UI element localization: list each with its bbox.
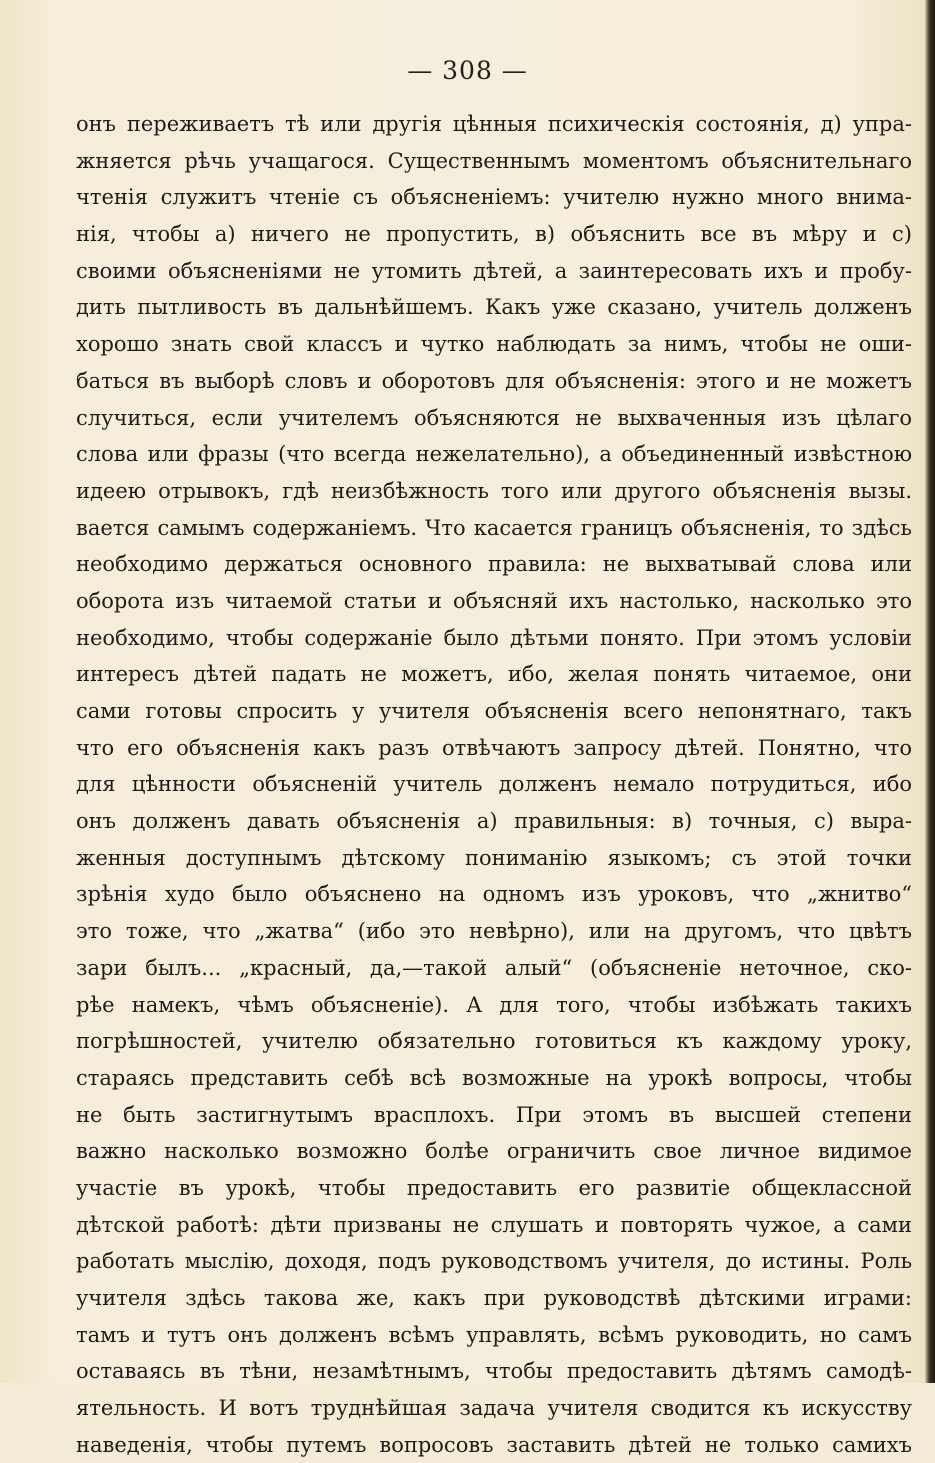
text-line: слова или фразы (что всегда нежелательно), а объединенный извѣстною — [76, 442, 912, 467]
text-line: наведенія, чтобы путемъ вопросовъ заставить дѣтей не только самихъ — [76, 1432, 912, 1457]
text-line: рѣе намекъ, чѣмъ объясненіе). А для того, чтобы избѣжать такихъ — [76, 992, 912, 1017]
text-line: необходимо, чтобы содержаніе было дѣтьми понято. При этомъ условіи — [76, 625, 912, 650]
text-line: случиться, если учителемъ объясняются не выхваченныя изъ цѣлаго — [76, 405, 912, 430]
text-line: не быть застигнутымъ врасплохъ. При этомъ въ высшей степени — [76, 1102, 912, 1127]
text-line: учителя здѣсь такова же, какъ при руководствѣ дѣтскими играми: — [76, 1286, 912, 1310]
text-line: баться въ выборѣ словъ и оборотовъ для объясненія: этого и не можетъ — [76, 368, 912, 393]
text-line: идеею отрывокъ, гдѣ неизбѣжность того или другого объясненія вызы. — [76, 478, 912, 503]
text-line: интересъ дѣтей падать не можетъ, ибо, желая понять читаемое, они — [76, 662, 912, 687]
text-line: вается самымъ содержаніемъ. Что касается границъ объясненія, то здѣсь — [76, 515, 912, 540]
text-line: стараясь представить себѣ всѣ возможные на урокѣ вопросы, чтобы — [76, 1065, 912, 1090]
page-number: — 308 — — [407, 56, 528, 85]
text-line: необходимо держаться основного правила: не выхватывай слова или — [76, 552, 912, 577]
text-line: оставаясь въ тѣни, незамѣтнымъ, чтобы предоставить дѣтямъ самодѣ- — [76, 1359, 912, 1384]
text-line: дѣтской работѣ: дѣти призваны не слушать и повторять чужое, а сами — [76, 1212, 912, 1237]
text-line: женныя доступнымъ дѣтскому пониманію языкомъ; съ этой точки — [76, 845, 912, 870]
text-line: погрѣшностей, учителю обязательно готовиться къ каждому уроку, — [76, 1029, 912, 1054]
text-line: зрѣнія худо было объяснено на одномъ изъ уроковъ, что „жнитво“ — [76, 882, 912, 907]
text-line: жняется рѣчь учащагося. Существеннымъ моментомъ объяснительнаго — [76, 148, 912, 173]
body-text — [76, 106, 912, 1463]
text-line: это тоже, что „жатва“ (ибо это невѣрно), или на другомъ, что цвѣтъ — [76, 919, 912, 944]
text-line: своими объясненіями не утомить дѣтей, а заинтересовать ихъ и пробу- — [76, 258, 912, 283]
text-line: оборота изъ читаемой статьи и объясняй ихъ настолько, насколько это — [76, 588, 912, 613]
text-line: дить пытливость въ дальнѣйшемъ. Какъ уже сказано, учитель долженъ — [76, 295, 912, 320]
text-line: ятельность. И вотъ труднѣйшая задача учителя сводится къ искусству — [76, 1396, 912, 1421]
text-line: для цѣнности объясненій учитель долженъ немало потрудиться, ибо — [76, 772, 912, 797]
page-edge-shadow — [925, 0, 935, 1383]
text-line: чтенія служитъ чтеніе съ объясненіемъ: учителю нужно много внима- — [76, 185, 912, 210]
text-line: онъ переживаетъ тѣ или другія цѣнныя психическія состоянія, д) упра- — [76, 112, 912, 136]
text-line: онъ долженъ давать объясненія а) правильныя: в) точныя, с) выра- — [76, 809, 912, 834]
text-line: участіе въ урокѣ, чтобы предоставить его развитіе общеклассной — [76, 1175, 912, 1200]
text-line: нія, чтобы а) ничего не пропустить, в) объяснить все въ мѣру и с) — [76, 222, 912, 247]
text-line: зари былъ... „красный, да,—такой алый“ (объясненіе неточное, ско- — [76, 955, 912, 980]
text-line: сами готовы спросить у учителя объясненія всего непонятнаго, такъ — [76, 699, 912, 723]
text-line: хорошо знать свой классъ и чутко наблюдать за нимъ, чтобы не оши- — [76, 332, 912, 357]
text-line: важно насколько возможно болѣе ограничить свое личное видимое — [76, 1139, 912, 1164]
text-line: тамъ и тутъ онъ долженъ всѣмъ управлять, всѣмъ руководить, но самъ — [76, 1322, 912, 1347]
text-line: что его объясненія какъ разъ отвѣчаютъ запросу дѣтей. Понятно, что — [76, 735, 912, 760]
text-line: работать мыслію, доходя, подъ руководствомъ учителя, до истины. Роль — [76, 1249, 912, 1274]
